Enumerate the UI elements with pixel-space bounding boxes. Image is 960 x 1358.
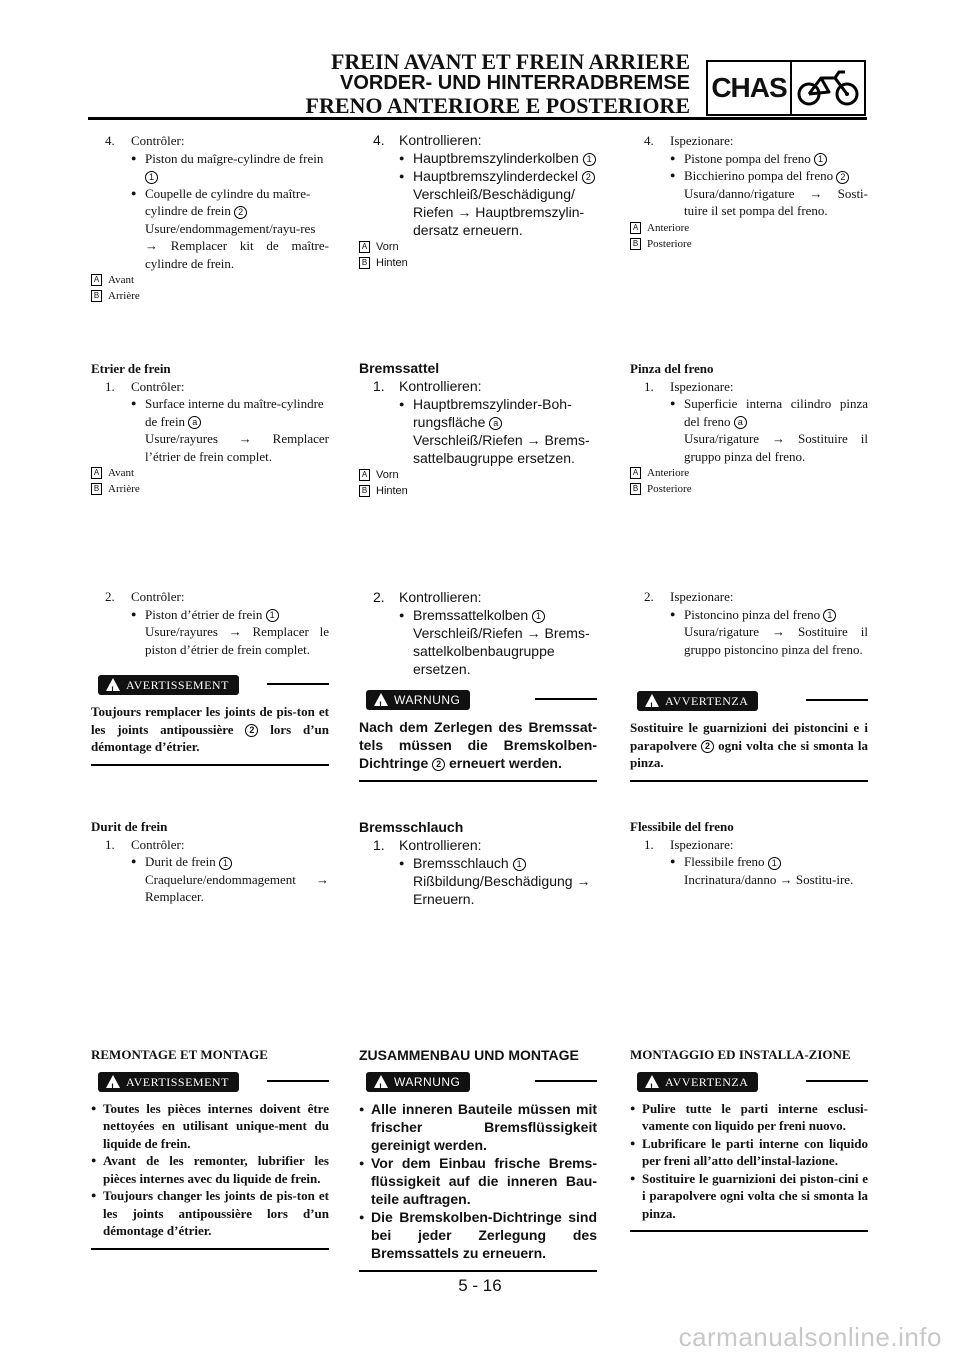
durit-section: Durit de frein 1. Contrôler: ● Durit de frein 1 Craquelure/endommagement → Remplacer. [91,818,329,906]
sattel-section: Bremssattel 1. Kontrollieren: ● Hauptbremszylinder-Boh-rungsfläche a Verschleiß/Riefen → Brems-sattelbaugruppe ersetzen. A Vorn B Hinten [359,359,597,499]
ref-a: A Vorn [359,239,597,255]
warning-text: Nach dem Zerlegen des Bremssat-tels müssen die Bremskolben-Dichtringe 2 erneuert werden. [359,719,597,771]
ref-number: 2 [234,206,247,219]
section-heading: Etrier de frein [91,361,171,376]
action-text: Usura/danno/rigature → Sosti-tuire il set pompa del freno. [684,185,868,218]
warning-icon [645,694,659,707]
motorcycle-icon [792,62,864,114]
watermark: carmanualsonline.info [678,1322,942,1352]
warning-item: ● Toujours changer les joints de pis-ton et les joints antipoussière lors d’un démontage d’étrier. [91,1187,329,1240]
warning-label: ! AVERTISSEMENT [98,1072,239,1092]
bullet-item: ● Coupelle de cylindre du maître-cylindre de frein 2 [91,185,329,220]
ref-number: 2 [432,758,445,771]
bullet-item: ● Surface interne du maître-cylindre de frein a [91,395,329,430]
action-text: Usure/rayures → Remplacer l’étrier de frein complet. [145,431,329,464]
section-heading: ZUSAMMENBAU UND MONTAGE [359,1047,579,1063]
warning-item: ● Lubrificare le parti interne con liquido per freni all’atto dell’instal-lazione. [630,1135,868,1170]
flessibile-section: Flessibile del freno 1. Ispezionare: ● Flessibile freno 1 Incrinatura/danno → Sostitu-ire. [630,818,868,888]
ref-b: B Posteriore [630,481,868,497]
page-number: 5 - 16 [458,1276,502,1295]
step-number: 4. [105,133,115,148]
warning-box-fr [91,675,329,766]
bullet-item: ● Pistoncino pinza del freno 1 [630,606,868,624]
bullet-item: ● Pistone pompa del freno 1 [630,150,868,168]
schlauch-section: Bremsschlauch 1. Kontrollieren: ● Bremsschlauch 1 Rißbildung/Beschädigung → Erneuern. [359,818,597,908]
bullet-item: ● Bicchierino pompa del freno 2 [630,167,868,185]
bullet-item: ● Hauptbremszylinder-Boh-rungsfläche a [359,395,597,431]
step-title: Contrôler: [131,133,185,148]
action-text: Usura/rigature → Sostituire il gruppo pinza del freno. [684,431,868,464]
bullet-item: ● Bremsschlauch 1 [359,854,597,872]
remontage-section [91,1046,329,1250]
action-text: Usure/rayures → Remplacer le piston d’étrier de frein complet. [145,624,329,657]
warning-label: ! AVERTISSEMENT [98,675,239,695]
warning-icon [374,1075,388,1088]
section-heading: Bremssattel [359,360,440,376]
ref-letter: a [188,416,201,429]
warning-box-de [359,690,597,782]
bullet-item: ● Piston d’étrier de frein 1 [91,606,329,624]
warning-item: ● Sostituire le guarnizioni dei piston-cini e i parapolvere ogni volta che si smonta la pinza. [630,1170,868,1223]
warning-label: ! AVVERTENZA [637,691,758,711]
title-fr: FREIN AVANT ET FREIN ARRIERE [330,49,690,74]
section-heading: MONTAGGIO ED INSTALLA-ZIONE [630,1047,851,1062]
section-heading: Flessibile del freno [630,819,734,834]
ref-number: 1 [814,153,827,166]
step-4-fr [91,132,329,304]
step-2-it: 2. Ispezionare: ● Pistoncino pinza del freno 1 Usura/rigature → Sostituire il gruppo pistoncino pinza del freno. [630,588,868,658]
ref-b: B Hinten [359,255,597,271]
warning-item: ● Die Bremskolben-Dichtringe sind bei jeder Zerlegung des Bremssattels zu erneuern. [359,1208,597,1262]
title-it: FRENO ANTERIORE E POSTERIORE [305,93,690,119]
ref-b: B Posteriore [630,236,868,252]
warning-item: ● Avant de les remonter, lubrifier les pièces internes avec du liquide de frein. [91,1152,329,1187]
warning-label: ! AVVERTENZA [637,1072,758,1092]
header-rule [88,117,867,120]
warning-label: ! WARNUNG [366,1072,470,1092]
bullet-item: ● Hauptbremszylinderdeckel 2 [359,167,597,185]
warning-item: ● Alle inneren Bauteile müssen mit frischer Bremsflüssigkeit gereinigt werden. [359,1100,597,1154]
ref-letter: a [489,417,502,430]
ref-b: B Arrière [91,288,329,304]
pinza-section: Pinza del freno 1. Ispezionare: ● Superficie interna cilindro pinza del freno a Usura/rigature → Sostituire il gruppo pinza del freno. A Anteriore B Posteriore [630,360,868,497]
warning-icon [645,1075,659,1088]
section-badge [706,60,866,116]
title-de: VORDER- UND HINTERRADBREMSE [339,72,690,95]
warning-label: ! WARNUNG [366,690,470,710]
warning-item: ● Vor dem Einbau frische Brems-flüssigkeit auf die inneren Bau-teile auftragen. [359,1154,597,1208]
ref-a: A Anteriore [630,220,868,236]
ref-number: 1 [219,857,232,870]
ref-b: B Hinten [359,483,597,499]
warning-icon [374,693,388,706]
section-heading: Bremsschlauch [359,819,464,835]
zusammenbau-section [359,1046,597,1272]
ref-number: 1 [768,857,781,870]
ref-number: 2 [836,171,849,184]
ref-number: 1 [266,609,279,622]
step-4-it: 4. Ispezionare: ● Pistone pompa del freno 1 ● Bicchierino pompa del freno 2 Usura/danno/rigature → Sosti-tuire il set pompa del freno. A Anteriore B Posteriore [630,132,868,252]
ref-b: B Arrière [91,481,329,497]
ref-a: A Vorn [359,467,597,483]
page-header [306,50,690,117]
action-text: Verschleiß/Beschädigung/ Riefen → Hauptbremszylin-dersatz erneuern. [413,186,585,238]
bullet-item: ● Bremssattelkolben 1 [359,606,597,624]
ref-a: A Anteriore [630,465,868,481]
warning-item: ● Toutes les pièces internes doivent être nettoyées en utilisant unique-ment du liquide de frein. [91,1100,329,1153]
bullet-item: ● Superficie interna cilindro pinza del freno a [630,395,868,430]
warning-item: ● Pulire tutte le parti interne esclusi-vamente con liquido per freni nuovo. [630,1100,868,1135]
step-2-fr: 2. Contrôler: ● Piston d’étrier de frein 1 Usure/rayures → Remplacer le piston d’étrier de frein complet. [91,588,329,658]
warning-box-it [630,691,868,782]
warning-icon [106,1075,120,1088]
action-text: Usure/endommagement/rayu-res → Remplacer kit de maître-cylindre de frein. [145,220,329,271]
ref-number: 1 [145,171,158,184]
action-text: Verschleiß/Riefen → Brems-sattelbaugruppe ersetzen. [413,432,590,466]
ref-number: 1 [583,153,596,166]
warning-text: Toujours remplacer les joints de pis-ton et les joints antipoussière 2 lors d’un démontage d’étrier. [91,704,330,754]
action-text: Verschleiß/Riefen → Brems-sattelkolbenbaugruppe ersetzen. [413,625,590,677]
ref-number: 2 [701,740,714,753]
ref-number: 1 [513,858,526,871]
action-text: Rißbildung/Beschädigung → Erneuern. [413,873,591,907]
bullet-item: ● Durit de frein 1 [91,853,329,871]
ref-number: 1 [823,609,836,622]
ref-a: A Avant [91,465,329,481]
warning-text: Sostituire le guarnizioni dei pistoncini e i parapolvere 2 ogni volta che si smonta la pinza. [630,720,869,770]
ref-number: 2 [245,724,258,737]
section-heading: Pinza del freno [630,361,714,376]
action-text: Usura/rigature → Sostituire il gruppo pistoncino pinza del freno. [684,624,868,657]
section-label: CHAS [708,62,792,114]
action-text: Craquelure/endommagement → Remplacer. [145,871,329,904]
etrier-section: Etrier de frein 1. Contrôler: ● Surface interne du maître-cylindre de frein a Usure/rayures → Remplacer l’étrier de frein complet. A Avant B Arrière [91,360,329,497]
ref-letter: a [734,416,747,429]
bullet-item: ● Flessibile freno 1 [630,853,868,871]
step-2-de: 2. Kontrollieren: ● Bremssattelkolben 1 Verschleiß/Riefen → Brems-sattelkolbenbaugruppe ersetzen. [359,588,597,678]
bullet-item: ● Hauptbremszylinderkolben 1 [359,149,597,167]
ref-number: 2 [582,171,595,184]
warning-icon [106,678,120,691]
ref-a: A Avant [91,272,329,288]
montaggio-section [630,1046,868,1232]
section-heading: REMONTAGE ET MONTAGE [91,1047,268,1062]
ref-number: 1 [532,610,545,623]
action-text: Incrinatura/danno → Sostitu-ire. [684,871,854,887]
bullet-item: ● Piston du maîgre-cylindre de frein 1 [91,150,329,185]
section-heading: Durit de frein [91,819,168,834]
step-4-de: 4. Kontrollieren: ● Hauptbremszylinderkolben 1 ● Hauptbremszylinderdeckel 2 Verschleiß/Beschädigung/ Riefen → Hauptbremszylin-dersatz erneuern. A Vorn B Hinten [359,131,597,271]
